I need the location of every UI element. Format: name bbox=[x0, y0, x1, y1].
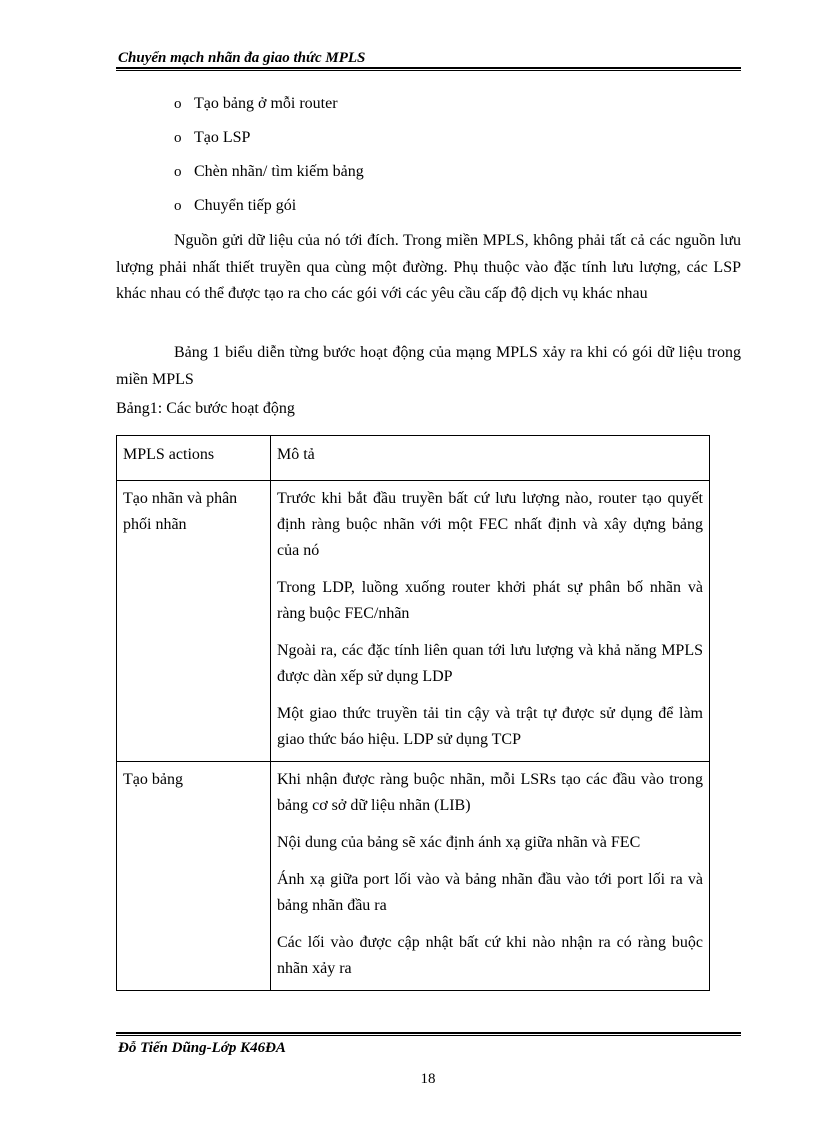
page-header-title: Chuyển mạch nhãn đa giao thức MPLS bbox=[118, 50, 366, 66]
description-paragraph: Trong LDP, luồng xuống router khởi phát sự phân bố nhãn và ràng buộc FEC/nhãn bbox=[277, 579, 703, 622]
body-paragraph: Nguồn gửi dữ liệu của nó tới đích. Trong miền MPLS, không phải tất cả các nguồn lưu lượng phải nhất thiết truyền qua cùng một đường. Phụ thuộc vào đặc tính lưu lượng, các LSP khác nhau có thể được tạo ra cho các gói với các yêu cầu cấp độ dịch vụ khác nhau bbox=[116, 232, 741, 302]
bullet-marker: o bbox=[174, 96, 182, 112]
column-header-actions: MPLS actions bbox=[117, 436, 271, 481]
action-cell: Tạo nhãn và phân phối nhãn bbox=[117, 481, 271, 762]
table-row bbox=[117, 481, 710, 762]
bullet-marker: o bbox=[174, 198, 182, 214]
list-item bbox=[174, 94, 364, 128]
bullet-list bbox=[174, 94, 364, 230]
description-paragraph: Ánh xạ giữa port lối vào và bảng nhãn đầu vào tới port lối ra và bảng nhãn đầu ra bbox=[277, 871, 703, 914]
footer-author: Đỗ Tiến Dũng-Lớp K46ĐA bbox=[118, 1040, 286, 1056]
bullet-marker: o bbox=[174, 164, 182, 180]
list-item bbox=[174, 162, 364, 196]
header-divider bbox=[116, 67, 741, 71]
page-number: 18 bbox=[420, 1071, 436, 1087]
description-cell bbox=[271, 481, 710, 762]
footer-divider bbox=[116, 1032, 741, 1036]
description-paragraph: Ngoài ra, các đặc tính liên quan tới lưu lượng và khả năng MPLS được dàn xếp sử dụng LDP bbox=[277, 642, 703, 685]
list-item bbox=[174, 196, 364, 230]
column-header-description: Mô tả bbox=[271, 436, 710, 481]
bullet-text: Tạo bảng ở mỗi router bbox=[194, 95, 338, 112]
table-header-row bbox=[117, 436, 710, 481]
description-paragraph: Các lối vào được cập nhật bất cứ khi nào nhận ra có ràng buộc nhãn xảy ra bbox=[277, 934, 703, 977]
table-row bbox=[117, 762, 710, 991]
bullet-marker: o bbox=[174, 130, 182, 146]
body-paragraph: Bảng 1 biểu diễn từng bước hoạt động của mạng MPLS xảy ra khi có gói dữ liệu trong miền MPLS bbox=[116, 344, 741, 388]
mpls-steps-table bbox=[116, 435, 710, 991]
description-paragraph: Khi nhận được ràng buộc nhãn, mỗi LSRs tạo các đầu vào trong bảng cơ sở dữ liệu nhãn (LIB) bbox=[277, 771, 703, 814]
description-paragraph: Nội dung của bảng sẽ xác định ánh xạ giữa nhãn và FEC bbox=[277, 834, 641, 851]
description-paragraph: Một giao thức truyền tải tin cậy và trật tự được sử dụng để làm giao thức báo hiệu. LDP sử dụng TCP bbox=[277, 705, 703, 748]
action-cell: Tạo bảng bbox=[117, 762, 271, 991]
table-caption: Bảng1: Các bước hoạt động bbox=[116, 400, 295, 417]
description-paragraph: Trước khi bắt đầu truyền bất cứ lưu lượng nào, router tạo quyết định ràng buộc nhãn với một FEC nhất định và xây dựng bảng của nó bbox=[277, 490, 703, 559]
bullet-text: Tạo LSP bbox=[194, 129, 251, 146]
list-item bbox=[174, 128, 364, 162]
bullet-text: Chuyển tiếp gói bbox=[194, 197, 297, 214]
description-cell bbox=[271, 762, 710, 991]
bullet-text: Chèn nhãn/ tìm kiếm bảng bbox=[194, 163, 364, 180]
